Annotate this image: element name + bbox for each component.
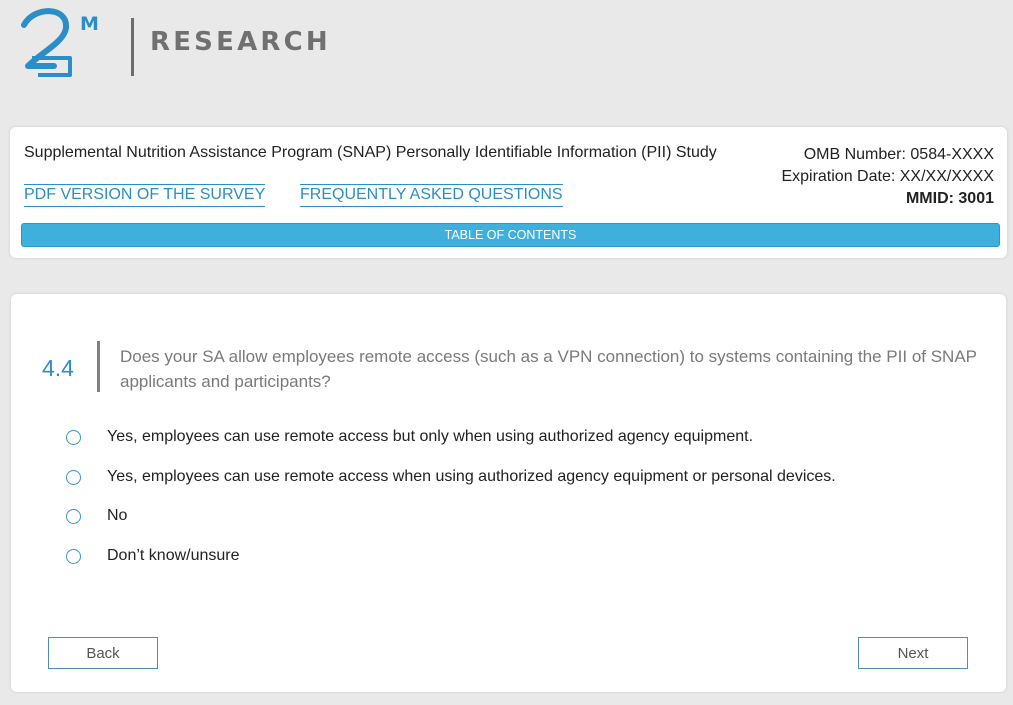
omb-info: [781, 144, 994, 210]
svg-text:M: M: [80, 13, 99, 35]
radio-button[interactable]: [66, 430, 81, 445]
question-card: [11, 294, 1006, 692]
question-text: Does your SA allow employees remote access (such as a VPN connection) to systems containing the PII of SNAP applicants and participants?: [120, 347, 977, 391]
radio-button[interactable]: [66, 549, 81, 564]
mmid: MMID: 3001: [905, 190, 994, 207]
survey-header: [10, 127, 1007, 258]
next-button[interactable]: Next: [858, 637, 968, 669]
faq-link[interactable]: FREQUENTLY ASKED QUESTIONS: [300, 184, 563, 207]
expiration-date: Expiration Date: XX/XX/XXXX: [781, 168, 994, 185]
logo-divider: [131, 18, 134, 76]
radio-button[interactable]: [66, 470, 81, 485]
option-label: Yes, employees can use remote access when using authorized agency equipment or personal devices.: [107, 468, 836, 485]
table-of-contents-button[interactable]: TABLE OF CONTENTS: [21, 223, 1000, 247]
option-no[interactable]: [66, 503, 127, 529]
omb-number: OMB Number: 0584-XXXX: [803, 146, 994, 163]
option-label: No: [107, 507, 128, 524]
logo-wordmark: RESEARCH: [150, 27, 331, 57]
option-label: Don’t know/unsure: [107, 547, 240, 564]
study-title: Supplemental Nutrition Assistance Program (SNAP) Personally Identifiable Information (PII) Study: [24, 144, 717, 161]
question-divider: [97, 341, 100, 392]
radio-button[interactable]: [66, 509, 81, 524]
option-remote-authorized-only[interactable]: [66, 424, 753, 450]
pdf-version-link[interactable]: PDF VERSION OF THE SURVEY: [24, 184, 265, 207]
back-button[interactable]: Back: [48, 637, 158, 669]
option-label: Yes, employees can use remote access but only when using authorized agency equipment.: [107, 428, 754, 445]
logo: [20, 8, 331, 80]
logo-mark-icon: [20, 8, 115, 83]
option-remote-authorized-or-personal[interactable]: [66, 464, 836, 490]
question-number: 4.4: [42, 355, 74, 381]
option-dont-know[interactable]: [66, 543, 240, 569]
